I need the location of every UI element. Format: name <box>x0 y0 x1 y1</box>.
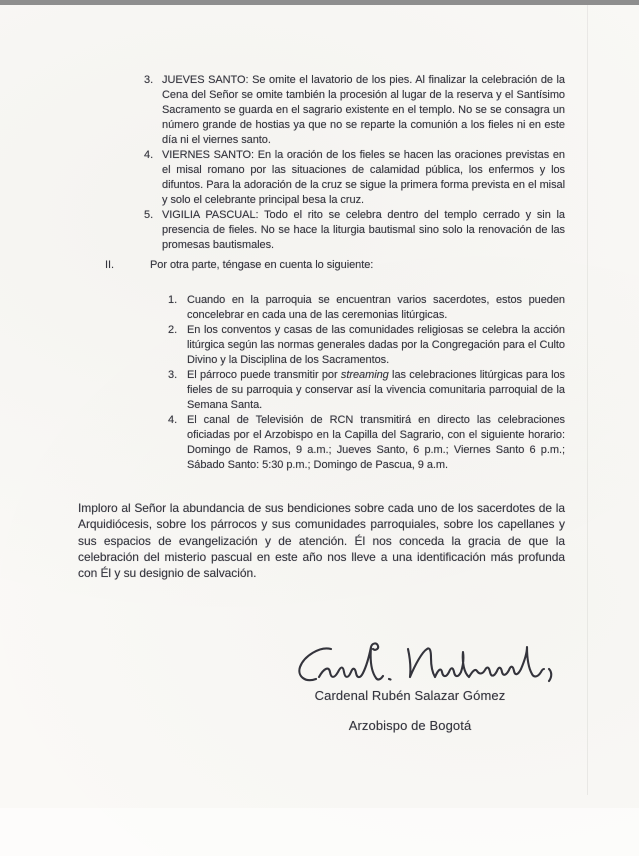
list-item <box>144 73 565 148</box>
section-two-intro: Por otra parte, téngase en cuenta lo siguiente: <box>150 259 374 271</box>
scan-crease-line <box>587 5 588 795</box>
list-item <box>144 208 565 253</box>
scan-bottom-highlight <box>0 808 639 856</box>
list-item-text: VIERNES SANTO: En la oración de los fieles se hacen las oraciones previstas en el misal romano por las situaciones de calamidad pública, los enfermos y los difuntos. Para la adoración de la cruz se sigue la primera forma prevista en el misal y solo el celebrante principal besa la cruz. <box>162 149 565 206</box>
list-item-number: 1. <box>168 294 178 306</box>
list-item-number: 4. <box>168 414 178 426</box>
list-item-number: 2. <box>168 324 178 336</box>
list-item <box>168 323 565 368</box>
list-item-text <box>187 368 565 413</box>
list-item-number: 3. <box>168 369 178 381</box>
streaming-italic-word: streaming <box>340 369 389 381</box>
list-item-text: JUEVES SANTO: Se omite el lavatorio de los pies. Al finalizar la celebración de la Cena del Señor se omite también la procesión al lugar de la reserva y el Santísimo Sacramento se guarda en el sagrario existente en el templo. No se se consagra un número grande de hostias ya que no se reparte la comunión a los fieles ni en este día ni el viernes santo. <box>162 74 565 146</box>
closing-paragraph: Imploro al Señor la abundancia de sus bendiciones sobre cada uno de los sacerdotes de la Arquidiócesis, sobre los párrocos y sus comunidades parroquiales, sobre los capellanes y sus espacios de evangelización y de atención. Él nos conceda la gracia de que la celebración del misterio pascual en este año nos lleve a una identificación más profunda con Él y su designio de salvación. <box>78 501 565 581</box>
list-item <box>168 413 565 473</box>
list-item <box>168 293 565 323</box>
list-item-number: 5. <box>144 209 154 221</box>
text-segment: las celebraciones litúrgicas para los fieles de su parroquia y conservar así la vivencia comunitaria parroquial de la Semana Santa. <box>187 369 565 411</box>
section-two-label: II. <box>105 259 115 271</box>
list-item-number: 4. <box>144 149 154 161</box>
section-two-list <box>168 293 565 473</box>
list-item <box>144 148 565 208</box>
signatory-title: Arzobispo de Bogotá <box>348 718 472 733</box>
section-one-list <box>144 73 565 253</box>
list-item-text: El canal de Televisión de RCN transmitirá en directo las celebraciones oficiadas por el Arzobispo en la Capilla del Sagrario, con el siguiente horario: Domingo de Ramos, 9 a.m.; Jueves Santo, 6 p.m.; Viernes Santo 6 p.m.; Sábado Santo: 5:30 p.m.; Domingo de Pascua, 9 a.m. <box>187 414 565 471</box>
text-segment: El párroco puede transmitir por <box>187 369 341 381</box>
list-item <box>168 368 565 413</box>
list-item-text: En los conventos y casas de las comunidades religiosas se celebra la acción litúrgica según las normas generales dadas por la Congregación para el Culto Divino y la Disciplina de los Sacramentos. <box>187 324 565 366</box>
list-item-text: VIGILIA PASCUAL: Todo el rito se celebra dentro del templo cerrado y sin la presencia de fieles. No se hace la liturgia bautismal sino solo la renovación de las promesas bautismales. <box>162 209 565 251</box>
section-two-heading <box>105 258 373 273</box>
scan-edge-bar <box>0 0 639 5</box>
signatory-name: Cardenal Rubén Salazar Gómez <box>314 688 506 703</box>
list-item-text: Cuando en la parroquia se encuentran varios sacerdotes, estos pueden concelebrar en cada una de las ceremonias litúrgicas. <box>187 294 565 321</box>
list-item-number: 3. <box>144 74 154 86</box>
